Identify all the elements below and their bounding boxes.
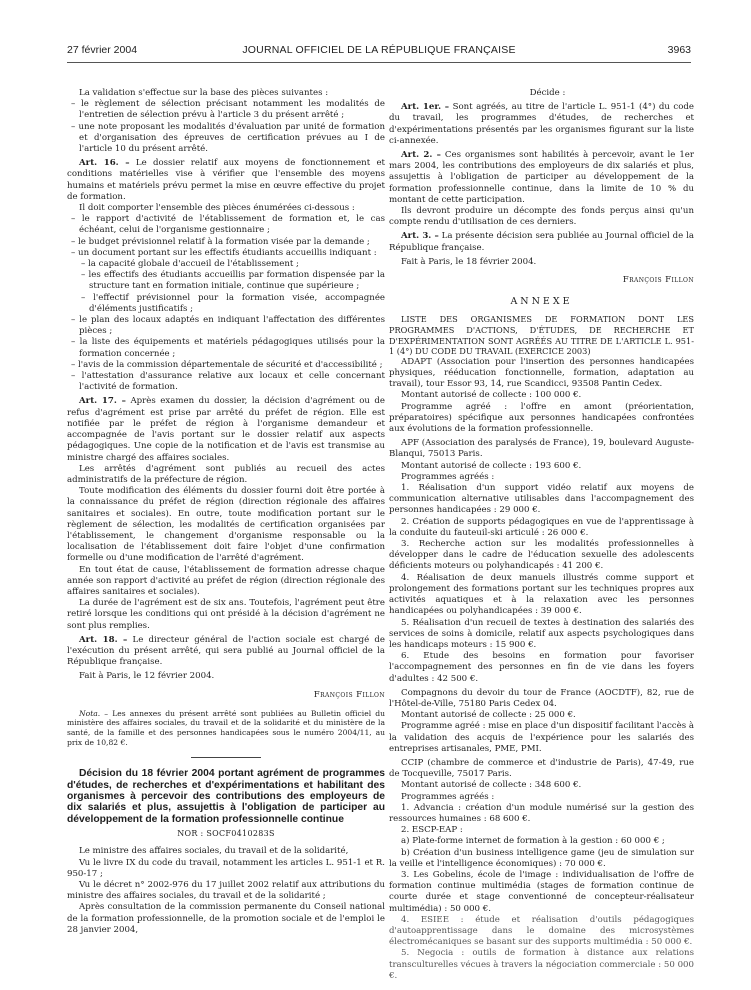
organism-ccip: CCIP (chambre de commerce et d'industrie de Paris), 47-49, rue de Tocqueville, 75017 Paris. (389, 757, 694, 780)
program: Programmes agréés : (401, 471, 495, 482)
article-label: Art. 18. – (79, 634, 128, 645)
separator (191, 757, 261, 758)
program-item: 3. Les Gobelins, école de l'image : individualisation de l'offre de formation continue multimédia (stages de formation continue de courte durée et stage conventionné de concepteur-réalisateur multimédia) : 50 000 €. (389, 869, 694, 914)
amount: Montant autorisé de collecte : 193 600 €. (401, 460, 582, 471)
article-label: Art. 16. – (79, 158, 130, 169)
article-label: Art. 1er. – (401, 102, 450, 113)
article-text: Le directeur général de l'action sociale est chargé de l'exécution du présent arrêté, qui sera publié au Journal officiel de la République française. (67, 634, 385, 668)
visa: Le ministre des affaires sociales, du travail et de la solidarité, (79, 846, 349, 857)
left-column (67, 88, 385, 936)
list-item: – l'avis de la commission départementale de sécurité et d'accessibilité ; (71, 359, 383, 370)
nota (67, 709, 385, 747)
article-text: Après examen du dossier, la décision d'agrément ou de refus d'agrément est prise par arrêté du préfet de région. Elle est notifiée par le préfet de région à l'organisme demandeur et accompagnée de l'avis portant sur le dossier relatif aux aspects pédagogiques. Une copie de la notification et de l'avis est transmise au ministre chargé des affaires sociales. (67, 396, 386, 463)
decide-heading: Décide : (529, 88, 566, 98)
article-16 (67, 158, 385, 203)
header-rule (67, 62, 691, 63)
program-item: 3. Recherche action sur les modalités professionnelles à développer dans le cadre de l'éducation sexuelle des adolescents déficients moteurs ou polyhandicapés : 41 200 €. (389, 539, 694, 572)
sub-list-item: – l'effectif prévisionnel pour la formation visée, accompagnée d'éléments justificatifs ; (81, 292, 385, 314)
article-3 (389, 231, 694, 253)
sub-list-item: – les effectifs des étudiants accueillis par formation dispensée par la structure tant en formation initiale, continue que supérieure ; (81, 270, 385, 292)
list-item: – le règlement de sélection précisant notamment les modalités de l'entretien de sélection prévu à l'article 3 du présent arrêté ; (71, 99, 385, 121)
program-item: 4. ESIEE : étude et réalisation d'outils pédagogiques d'autoapprentissage dans le domaine des microsystèmes électromécaniques se basant sur des supports multimédia : 50 000 €. (389, 914, 694, 948)
signature-date: Fait à Paris, le 18 février 2004. (401, 256, 537, 267)
article-text: La présente décision sera publiée au Journal officiel de la République française. (389, 231, 694, 253)
visa: Après consultation de la commission permanente du Conseil national de la formation professionnelle, de la promotion sociale et de l'emploi le 28 janvier 2004, (67, 902, 385, 935)
page-number: 3963 (667, 44, 691, 56)
nota-text: – Les annexes du présent arrêté sont publiées au Bulletin officiel du ministère des affaires sociales, du travail et de la solidarité et du ministère de la santé, de la famille et des personnes handicapées sous le numéro 2004/11, au prix de 10,82 €. (67, 708, 385, 747)
list-item: – une note proposant les modalités d'évaluation par unité de formation et d'organisation des épreuves de certification prévues au I de l'article 10 du présent arrêté. (71, 121, 385, 155)
article-text: Sont agréés, au titre de l'article L. 951-1 (4°) du code du travail, les programmes d'études, de recherches et d'expérimentations présentés par les organismes figurant sur la liste ci-annexée. (389, 102, 694, 146)
bullet-list (67, 214, 385, 393)
list-item: – un document portant sur les effectifs étudiants accueillis indiquant : (71, 247, 377, 258)
sub-list-item: – la capacité globale d'accueil de l'établissement ; (81, 259, 299, 270)
article-label: Art. 2. – (401, 150, 441, 161)
paragraph: Les arrêtés d'agrément sont publiés au recueil des actes administratifs de la préfecture de région. (67, 463, 385, 485)
annexe-list-title: LISTE DES ORGANISMES DE FORMATION DONT LES PROGRAMMES D'ACTIONS, D'ÉTUDES, DE RECHERCHE ET D'EXPÉRIMENTATION SONT AGRÉÉS AU TITRE DE L'ARTICLE L. 951-1 (4°) DU CODE DU TRAVAIL (EXERCICE 2003) (389, 314, 694, 357)
visa: Vu le décret n° 2002-976 du 17 juillet 2002 relatif aux attributions du ministre des affaires sociales, du travail et de la solidarité ; (67, 879, 385, 902)
program-item: a) Plate-forme internet de formation à la gestion : 60 000 € ; (401, 836, 665, 847)
bullet-list (67, 99, 385, 155)
paragraph: Toute modification des éléments du dossier fourni doit être portée à la connaissance du préfet de région (direction régionale des affaires sanitaires et sociales). En outre, toute modification portant sur le règlement de sélection, les modalités de certification organisées par l'établissement, le changement d'organisme responsable ou la localisation de l'établissement doit faire l'objet d'une confirmation formelle ou d'une modification de l'arrêté d'agrément. (67, 486, 385, 564)
page-header (67, 44, 691, 60)
annexe-heading: ANNEXE (510, 296, 573, 308)
program: Programme agréé : mise en place d'un dispositif facilitant l'accès à la validation des acquis de l'expérience pour les salariés des entreprises artisanales, PME, PMI. (389, 721, 694, 754)
organism-apf: APF (Association des paralysés de France), 19, boulevard Auguste-Blanqui, 75013 Paris. (389, 438, 694, 460)
program-item: 5. Réalisation d'un recueil de textes à destination des salariés des services de soins à domicile, relatif aux aspects psychologiques dans les handicaps moteurs : 15 900 €. (389, 617, 694, 650)
program: Programmes agréés : (401, 791, 495, 802)
program-item: 4. Réalisation de deux manuels illustrés comme support et prolongement des formations portant sur les techniques propres aux activités aquatiques et à la relaxation avec les personnes handicapées ou polyhandicapées : 39 000 €. (389, 572, 694, 617)
paragraph: Il doit comporter l'ensemble des pièces énumérées ci-dessous : (79, 203, 355, 214)
paragraph: En tout état de cause, l'établissement de formation adresse chaque année son rapport d'activité au préfet de région (direction régionale des affaires sanitaires et sociales). (67, 564, 385, 597)
header-date: 27 février 2004 (67, 44, 138, 56)
paragraph: Ils devront produire un décompte des fonds perçus ainsi qu'un compte rendu d'utilisation de ces derniers. (389, 206, 694, 228)
program-item: b) Création d'un business intelligence game (jeu de simulation sur la veille et l'intelligence économiques) : 70 000 €. (389, 847, 694, 869)
nota-label: Nota. (79, 708, 101, 718)
right-column (389, 88, 694, 982)
signature: François Fillon (313, 689, 385, 700)
paragraph: La durée de l'agrément est de six ans. Toutefois, l'agrément peut être retiré lorsque les conditions qui ont présidé à la décision d'agrément ne sont plus remplies. (67, 598, 385, 631)
amount: Montant autorisé de collecte : 348 600 €. (401, 780, 582, 791)
journal-title: JOURNAL OFFICIEL DE LA RÉPUBLIQUE FRANÇAISE (242, 44, 516, 56)
nor-reference: NOR : SOCF0410283S (177, 829, 275, 839)
amount: Montant autorisé de collecte : 25 000 €. (401, 710, 576, 721)
article-text: Ces organismes sont habilités à percevoir, avant le 1er mars 2004, les contributions des employeurs de dix salariés et plus, assujettis à l'obligation de participer au développement de la formation professionnelle continue, dans la limite de 10 % du montant de cette participation. (389, 150, 694, 205)
article-text: Le dossier relatif aux moyens de fonctionnement et conditions matérielles vise à vérifier que l'ensemble des moyens humains et matériels prévu permet la mise en œuvre effective du projet de formation. (67, 158, 385, 202)
signature: François Fillon (622, 275, 694, 286)
article-2 (389, 150, 694, 206)
program: Programme agréé : l'offre en amont (préorientation, préparatoires) spécifique aux personnes handicapées confrontées aux évolutions de la formation professionnelle. (389, 401, 694, 435)
list-item: – le budget prévisionnel relatif à la formation visée par la demande ; (71, 236, 370, 247)
decision-title: Décision du 18 février 2004 portant agrément de programmes d'études, de recherches et d'expérimentations et habilitant des organismes à percevoir des contributions des employeurs de dix salariés et plus, assujettis à l'obligation de participer au développement de la formation professionnelle continue (67, 768, 385, 825)
list-item: – le rapport d'activité de l'établissement de formation et, le cas échéant, celui de l'organisme gestionnaire ; (71, 214, 385, 236)
article-17 (67, 396, 385, 463)
signature-date: Fait à Paris, le 12 février 2004. (79, 671, 215, 682)
program-item: 5. Negocia : outils de formation à distance aux relations transculturelles vécues à travers la négociation commerciale : 50 000 €. (389, 948, 694, 981)
organism-aocdtf: Compagnons du devoir du tour de France (AOCDTF), 82, rue de l'Hôtel-de-Ville, 75180 Paris Cedex 04. (389, 687, 694, 709)
list-item: – la liste des équipements et matériels pédagogiques utilisés pour la formation concernée ; (71, 337, 385, 359)
article-label: Art. 17. – (79, 396, 126, 407)
visa: Vu le livre IX du code du travail, notamment les articles L. 951-1 et R. 950-17 ; (67, 857, 385, 879)
program-item: 1. Advancia : création d'un module numérisé sur la gestion des ressources humaines : 68 600 €. (389, 802, 694, 824)
list-item: – le plan des locaux adaptés en indiquant l'affectation des différentes pièces ; (71, 315, 385, 337)
amount: Montant autorisé de collecte : 100 000 €. (401, 390, 582, 401)
program-item: 2. ESCP-EAP : (401, 825, 463, 836)
article-label: Art. 3. – (401, 231, 439, 242)
program-item: 1. Réalisation d'un support vidéo relatif aux moyens de communication alternative utilisables dans l'accompagnement des personnes handicapées : 29 000 €. (389, 483, 694, 516)
program-item: 2. Création de supports pédagogiques en vue de l'apprentissage à la conduite du fauteuil-ski articulé : 26 000 €. (389, 516, 694, 538)
program-item: 6. Etude des besoins en formation pour favoriser l'accompagnement des personnes en fin de vie dans les foyers d'adultes : 42 500 €. (389, 651, 694, 684)
paragraph: La validation s'effectue sur la base des pièces suivantes : (79, 88, 329, 98)
article-1 (389, 102, 694, 147)
organism-adapt: ADAPT (Association pour l'insertion des personnes handicapées physiques, rééducation fonctionnelle, formation, adaptation au travail), tour Essor 93, 14, rue Scandicci, 93508 Pantin Cedex. (389, 356, 694, 390)
article-18 (67, 635, 385, 669)
list-item: – l'attestation d'assurance relative aux locaux et celle concernant l'activité de formation. (71, 371, 385, 393)
